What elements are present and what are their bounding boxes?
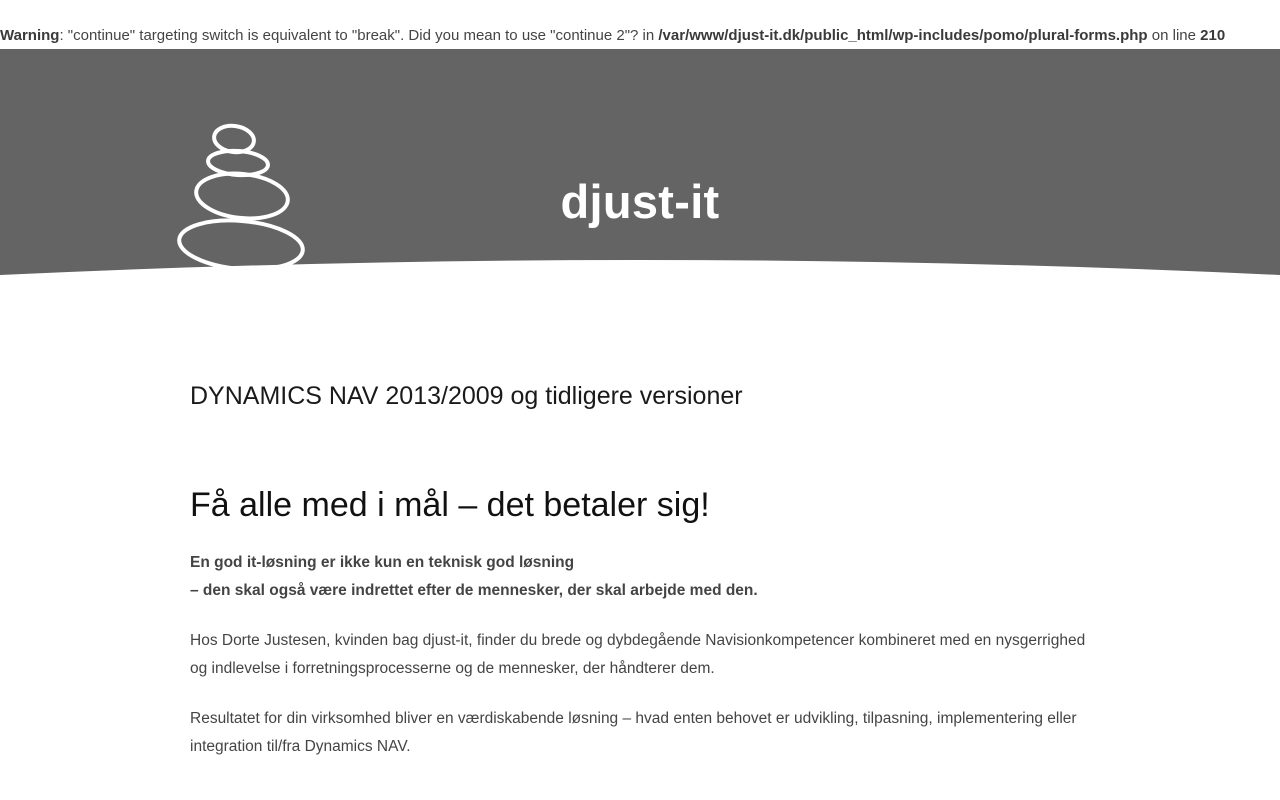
php-warning-message [0,26,1280,46]
paragraph-about: Hos Dorte Justesen, kvinden bag djust-it, finder du brede og dybdegående Navisionkompetencer kombineret med en nysgerrighed og indlevelse i forretningsprocesserne og de mennesker, der håndterer dem. [190,632,1086,677]
page-title: Få alle med i mål – det betaler sig! [190,486,710,524]
section-heading: DYNAMICS NAV 2013/2009 og tidligere versioner [190,382,743,410]
warning-on-line-text: on line [1147,27,1201,44]
warning-text: : "continue" targeting switch is equivalent to "break". Did you mean to use "continue 2"? in [59,27,659,44]
site-header [0,49,1280,279]
warning-label: Warning [0,27,60,44]
intro-text [190,549,1090,605]
stacked-stones-icon[interactable] [176,122,308,272]
paragraph-result: Resultatet for din virksomhed bliver en værdiskabende løsning – hvad enten behovet er udvikling, tilpasning, implementering eller integration til/fra Dynamics NAV. [190,710,1077,755]
intro-line-2: – den skal også være indrettet efter de mennesker, der skal arbejde med den. [190,582,758,599]
intro-line-1: En god it-løsning er ikke kun en teknisk god løsning [190,554,575,571]
warning-file-path: /var/www/djust-it.dk/public_html/wp-includes/pomo/plural-forms.php [658,27,1148,44]
main-content [190,378,1090,761]
site-title[interactable]: djust-it [560,175,720,228]
warning-line-number: 210 [1200,27,1226,44]
